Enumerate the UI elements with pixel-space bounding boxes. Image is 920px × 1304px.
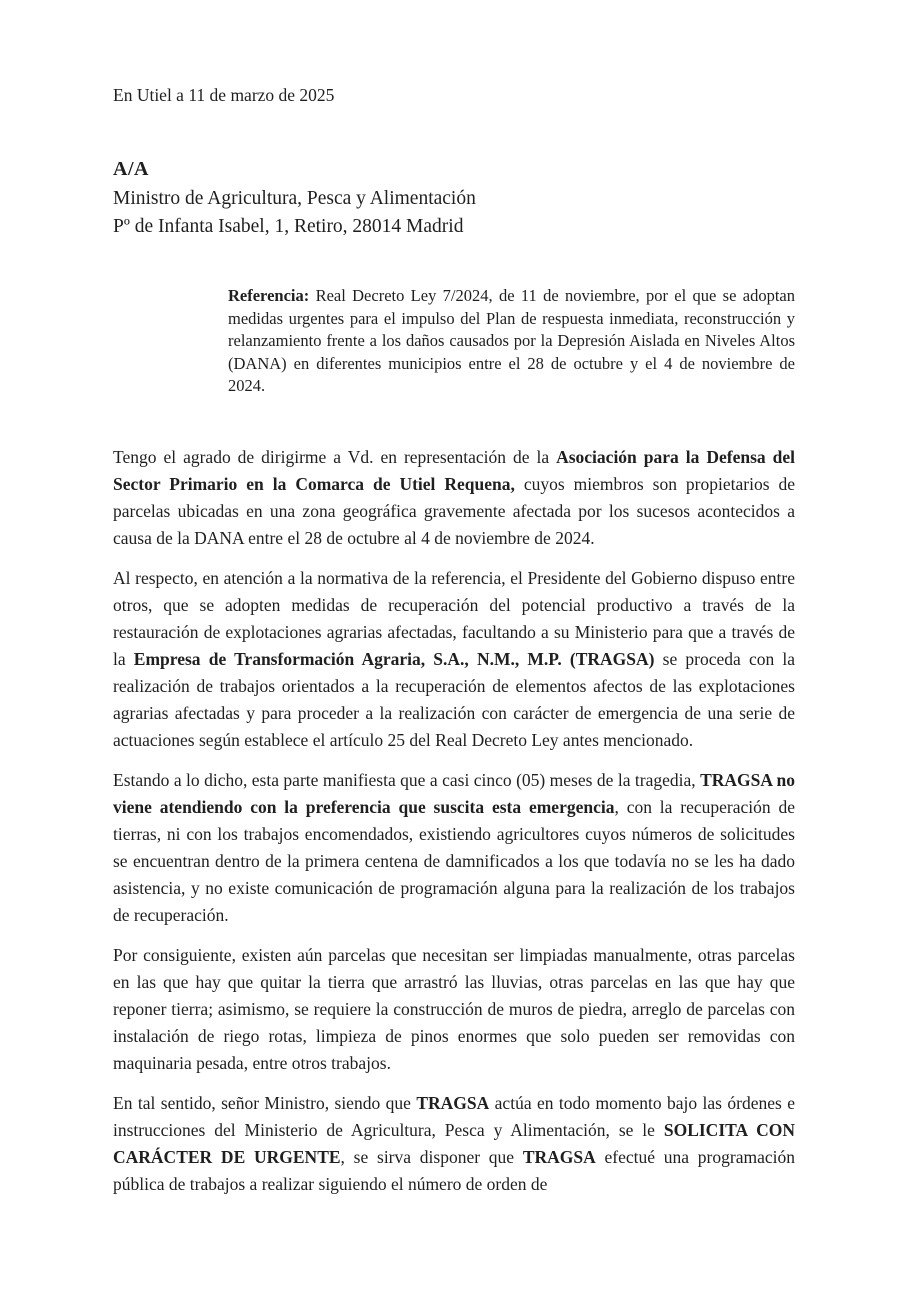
bold-text-run: Asociación para la Defensa del Sector Primario en la Comarca de Utiel Requena, bbox=[113, 446, 795, 494]
bold-text-run: Empresa de Transformación Agraria, S.A., N.M., M.P. (TRAGSA) bbox=[133, 648, 655, 669]
paragraph bbox=[113, 1090, 795, 1198]
date-line: En Utiel a 11 de marzo de 2025 bbox=[113, 85, 335, 105]
bold-text-run: TRAGSA bbox=[522, 1146, 596, 1167]
text-run: efectué una programación pública de trabajos a realizar siguiendo el número de orden de bbox=[113, 1146, 795, 1194]
text-run: , con la recuperación de tierras, ni con los trabajos encomendados, existiendo agricultores cuyos números de solicitudes se encuentran dentro de la primera centena de damnificados a los que todavía no se les ha dado asistencia, y no existe comunicación de programación alguna para la realización de los trabajos de recuperación. bbox=[113, 796, 795, 925]
recipient-address: Pº de Infanta Isabel, 1, Retiro, 28014 Madrid bbox=[113, 216, 464, 237]
text-run: En tal sentido, señor Ministro, siendo que bbox=[113, 1092, 417, 1113]
text-run: Estando a lo dicho, esta parte manifiesta que a casi cinco (05) meses de la tragedia, bbox=[113, 769, 701, 790]
recipient-block bbox=[113, 155, 795, 241]
text-run: Tengo el agrado de dirigirme a Vd. en representación de la bbox=[113, 446, 557, 467]
paragraph bbox=[113, 942, 795, 1077]
reference-block bbox=[228, 285, 795, 398]
letter-body bbox=[113, 444, 795, 1198]
paragraph bbox=[113, 767, 795, 929]
bold-text-run: TRAGSA bbox=[416, 1092, 490, 1113]
text-run: cuyos miembros son propietarios de parcelas ubicadas en una zona geográfica gravemente afectada por los sucesos acontecidos a causa de la DANA entre el 28 de octubre al 4 de noviembre de 2024. bbox=[113, 473, 795, 548]
recipient-salutation: A/A bbox=[113, 158, 149, 180]
text-run: se proceda con la realización de trabajos orientados a la recuperación de elementos afectos de las explotaciones agrarias afectadas y para proceder a la realización con carácter de emergencia de una serie de actuaciones según establece el artículo 25 del Real Decreto Ley antes mencionado. bbox=[113, 648, 795, 750]
bold-text-run: TRAGSA no viene atendiendo con la preferencia que suscita esta emergencia bbox=[113, 769, 795, 817]
text-run: Al respecto, en atención a la normativa de la referencia, el Presidente del Gobierno dispuso entre otros, que se adopten medidas de recuperación del potencial productivo a través de la restauración de explotaciones agrarias afectadas, facultando a su Ministerio para que a través de la bbox=[113, 567, 795, 669]
paragraph bbox=[113, 444, 795, 552]
recipient-title: Ministro de Agricultura, Pesca y Alimentación bbox=[113, 188, 476, 209]
bold-text-run: Referencia: bbox=[228, 286, 310, 305]
text-run: , se sirva disponer que bbox=[340, 1146, 523, 1167]
paragraph bbox=[113, 565, 795, 754]
text-run: Por consiguiente, existen aún parcelas que necesitan ser limpiadas manualmente, otras parcelas en las que hay que quitar la tierra que arrastró las lluvias, otras parcelas en las que hay que reponer tierra; asimismo, se requiere la construcción de muros de piedra, arreglo de parcelas con instalación de riego rotas, limpieza de pinos enormes que solo pueden ser removidas con maquinaria pesada, entre otros trabajos. bbox=[113, 944, 795, 1073]
bold-text-run: SOLICITA CON CARÁCTER DE URGENTE bbox=[113, 1119, 795, 1167]
text-run: Real Decreto Ley 7/2024, de 11 de noviembre, por el que se adoptan medidas urgentes para el impulso del Plan de respuesta inmediata, reconstrucción y relanzamiento frente a los daños causados por la Depresión Aislada en Niveles Altos (DANA) en diferentes municipios entre el 28 de octubre y el 4 de noviembre de 2024. bbox=[228, 286, 795, 395]
text-run: actúa en todo momento bajo las órdenes e instrucciones del Ministerio de Agricultura, Pesca y Alimentación, se le bbox=[113, 1092, 795, 1140]
